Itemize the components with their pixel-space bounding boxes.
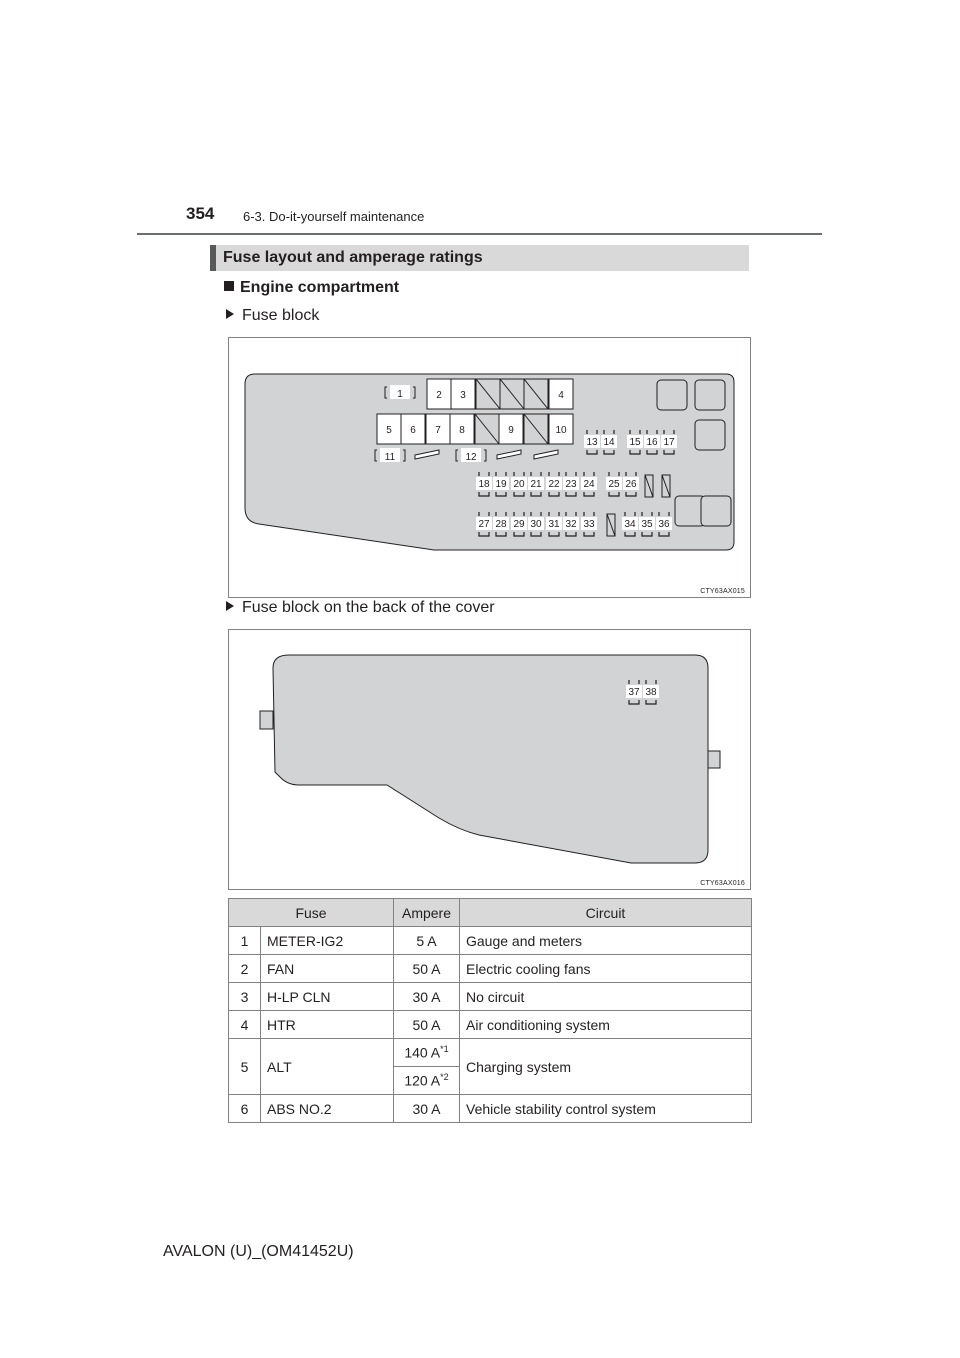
fuse-number-label: 9: [508, 425, 514, 436]
fuse-number-label: 13: [586, 437, 598, 448]
table-header-row: [229, 899, 752, 927]
fuse-number-label: 11: [384, 452, 396, 463]
fuse-ampere-variant-b: [394, 1067, 460, 1095]
heading-text: Fuse layout and amperage ratings: [223, 249, 483, 266]
fuse-number-label: 10: [555, 425, 567, 436]
fuse-number-label: 35: [641, 519, 653, 530]
cover-tab-left: [260, 711, 273, 729]
fuse-number-label: 15: [629, 437, 641, 448]
fuse-ampere: 50 A: [394, 1011, 460, 1039]
fuse-number-label: 34: [624, 519, 636, 530]
fuse-number-label: 24: [583, 479, 595, 490]
cover-diagram: [229, 630, 750, 889]
fuse-number-label: 20: [513, 479, 525, 490]
figure-code: CTY63AX016: [700, 880, 745, 887]
fuse-number-label: 19: [495, 479, 507, 490]
fuse-number: 4: [229, 1011, 261, 1039]
footnote-marker: *1: [440, 1044, 449, 1055]
fuse-number-label: 32: [565, 519, 577, 530]
cover-tab-right: [708, 751, 720, 768]
cover-panel: [273, 655, 708, 863]
header-ampere: Ampere: [394, 899, 460, 927]
subsection-label: Engine compartment: [240, 279, 400, 296]
fuse-number-label: 16: [646, 437, 658, 448]
fuse-number-label: 1: [397, 389, 403, 400]
fuse-circuit: Vehicle stability control system: [460, 1095, 752, 1123]
section-title: 6-3. Do-it-yourself maintenance: [243, 209, 425, 224]
fuse-number-label: 12: [465, 452, 477, 463]
page-number: 354: [186, 204, 215, 223]
fuse-name: ALT: [261, 1039, 394, 1095]
fuse-number-label: 14: [603, 437, 615, 448]
fuse-block-label: Fuse block: [242, 307, 320, 324]
fuse-number: 6: [229, 1095, 261, 1123]
fuse-name: ABS NO.2: [261, 1095, 394, 1123]
fuse-table: [228, 898, 752, 1123]
fuse-ampere: 50 A: [394, 955, 460, 983]
fuse-number-label: 31: [548, 519, 560, 530]
fuse-number-label: 38: [645, 687, 657, 698]
table-row: [229, 1039, 752, 1067]
fuse-number-label: 3: [460, 390, 466, 401]
relay-socket: [701, 496, 731, 526]
fuse-number-label: 2: [436, 390, 442, 401]
relay-socket: [695, 420, 725, 450]
fuse-circuit: Gauge and meters: [460, 927, 752, 955]
fuse-block-diagram: [229, 338, 750, 597]
fuse-ampere: 30 A: [394, 1095, 460, 1123]
fuse-number-label: 18: [478, 479, 490, 490]
ampere-value: 120 A: [404, 1072, 441, 1089]
fuse-ampere-variant-a: [394, 1039, 460, 1067]
cover-block-label: Fuse block on the back of the cover: [242, 599, 495, 616]
triangle-bullet-icon: [226, 309, 234, 319]
cover-block-label-row: [226, 599, 495, 617]
header-fuse: Fuse: [229, 899, 394, 927]
fuse-number-label: 4: [558, 390, 564, 401]
table-row: [229, 927, 752, 955]
table-row: [229, 955, 752, 983]
fuse-number: 2: [229, 955, 261, 983]
fuse-name: H-LP CLN: [261, 983, 394, 1011]
fuse-number-label: 28: [495, 519, 507, 530]
fuse-number-label: 36: [658, 519, 670, 530]
cover-block-figure: [228, 629, 751, 890]
fuse-number-label: 33: [583, 519, 595, 530]
fuse-ampere: 30 A: [394, 983, 460, 1011]
relay-socket: [657, 380, 687, 410]
fuse-number-label: 22: [548, 479, 560, 490]
fuse-number-label: 7: [435, 425, 441, 436]
fuse-circuit: No circuit: [460, 983, 752, 1011]
triangle-bullet-icon: [226, 601, 234, 611]
fuse-number: 3: [229, 983, 261, 1011]
fuse-number-label: 21: [530, 479, 542, 490]
square-bullet-icon: [224, 281, 234, 291]
relay-socket: [695, 380, 725, 410]
fuse-number-label: 8: [459, 425, 465, 436]
fuse-block-figure: [228, 337, 751, 598]
fuse-number-label: 26: [625, 479, 637, 490]
subsection-title: [224, 279, 399, 297]
fuse-number-label: 27: [478, 519, 490, 530]
header-rule: [137, 233, 822, 235]
fuse-name: METER-IG2: [261, 927, 394, 955]
fuse-number-label: 25: [608, 479, 620, 490]
table-row: [229, 983, 752, 1011]
fuse-number-label: 6: [410, 425, 416, 436]
fuse-name: HTR: [261, 1011, 394, 1039]
fuse-block-label-row: [226, 307, 319, 325]
fuse-name: FAN: [261, 955, 394, 983]
footer-model: AVALON (U)_(OM41452U): [163, 1243, 354, 1260]
fuse-number-label: 29: [513, 519, 525, 530]
fuse-number-label: 23: [565, 479, 577, 490]
fuse-circuit: Electric cooling fans: [460, 955, 752, 983]
section-heading: [210, 245, 749, 271]
header-circuit: Circuit: [460, 899, 752, 927]
fuse-number-label: 5: [386, 425, 392, 436]
table-row: [229, 1095, 752, 1123]
heading-accent: [210, 245, 216, 271]
fuse-number: 5: [229, 1039, 261, 1095]
fuse-circuit: Charging system: [460, 1039, 752, 1095]
ampere-value: 140 A: [404, 1044, 441, 1061]
fuse-number-label: 30: [530, 519, 542, 530]
figure-code: CTY63AX015: [700, 588, 745, 595]
fuse-number-label: 17: [663, 437, 675, 448]
footnote-marker: *2: [440, 1072, 449, 1083]
table-row: [229, 1011, 752, 1039]
fuse-ampere: 5 A: [394, 927, 460, 955]
fuse-number-label: 37: [628, 687, 640, 698]
fuse-number: 1: [229, 927, 261, 955]
fuse-circuit: Air conditioning system: [460, 1011, 752, 1039]
